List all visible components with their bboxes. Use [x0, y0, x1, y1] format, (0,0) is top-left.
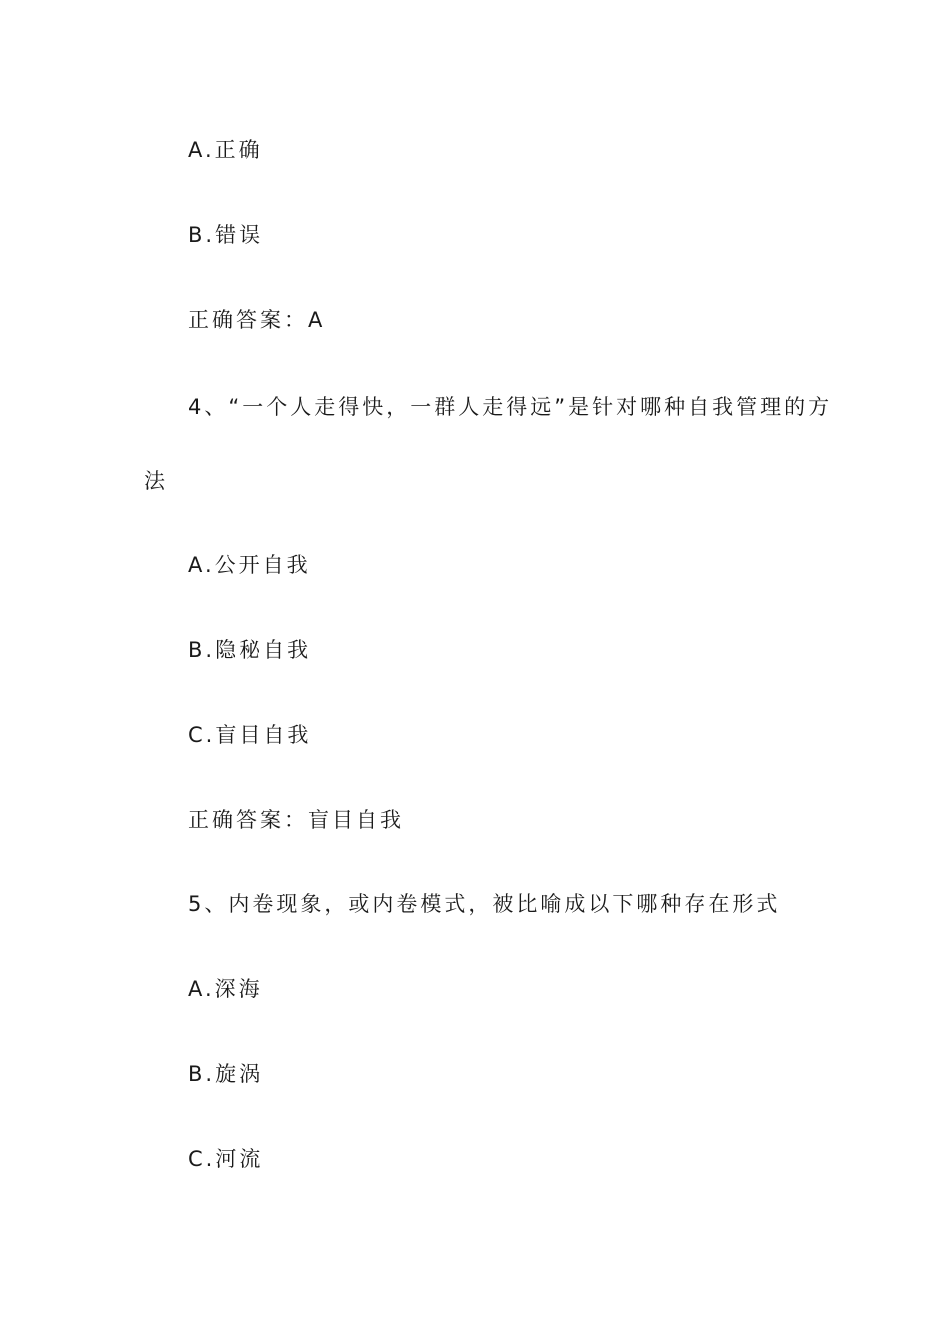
option-q5-b: B.旋涡: [188, 1062, 264, 1086]
option-q3-a: A.正确: [188, 138, 263, 162]
option-q3-b: B.错误: [188, 223, 264, 247]
answer-q3: 正确答案：A: [188, 308, 326, 332]
question-4-continuation: 法: [144, 469, 168, 493]
question-5: 5、内卷现象，或内卷模式，被比喻成以下哪种存在形式: [188, 892, 781, 916]
option-q5-c: C.河流: [188, 1147, 264, 1171]
question-4: 4、“一个人走得快，一群人走得远”是针对哪种自我管理的方: [188, 395, 833, 419]
option-q4-c: C.盲目自我: [188, 723, 312, 747]
answer-q4: 正确答案：盲目自我: [188, 808, 404, 832]
option-q4-a: A.公开自我: [188, 553, 311, 577]
option-q5-a: A.深海: [188, 977, 263, 1001]
option-q4-b: B.隐秘自我: [188, 638, 312, 662]
